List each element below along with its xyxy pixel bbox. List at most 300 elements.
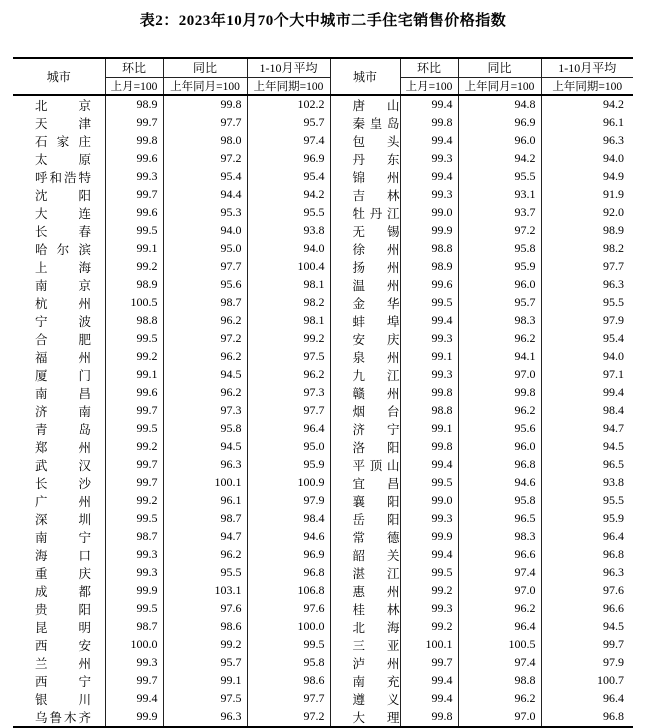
table-row bbox=[13, 240, 633, 258]
value-cell: 95.5 bbox=[163, 564, 247, 582]
table-row bbox=[13, 330, 633, 348]
city-cell bbox=[13, 402, 105, 420]
value-cell: 97.7 bbox=[247, 690, 330, 708]
city-name: 大 连 bbox=[35, 206, 91, 221]
table-row bbox=[13, 366, 633, 384]
value-cell: 97.4 bbox=[458, 564, 541, 582]
city-name: 唐 山 bbox=[352, 98, 400, 113]
city-cell bbox=[13, 348, 105, 366]
city-name: 丹 东 bbox=[352, 152, 400, 167]
city-cell bbox=[330, 618, 400, 636]
value-cell: 98.7 bbox=[105, 528, 163, 546]
table-row bbox=[13, 564, 633, 582]
city-cell bbox=[13, 384, 105, 402]
city-name: 惠 州 bbox=[352, 584, 400, 599]
value-cell: 99.3 bbox=[400, 330, 458, 348]
value-cell: 97.0 bbox=[458, 582, 541, 600]
table-row bbox=[13, 456, 633, 474]
table-body bbox=[13, 95, 633, 727]
value-cell: 99.7 bbox=[400, 654, 458, 672]
city-name: 洛 阳 bbox=[352, 440, 400, 455]
table-row bbox=[13, 708, 633, 727]
city-name: 厦 门 bbox=[35, 368, 91, 383]
value-cell: 93.8 bbox=[247, 222, 330, 240]
city-cell bbox=[13, 546, 105, 564]
city-name: 郑 州 bbox=[35, 440, 91, 455]
city-name: 南 昌 bbox=[35, 386, 91, 401]
city-cell bbox=[13, 204, 105, 222]
value-cell: 94.0 bbox=[163, 222, 247, 240]
value-cell: 95.7 bbox=[458, 294, 541, 312]
city-cell bbox=[13, 258, 105, 276]
city-cell bbox=[13, 600, 105, 618]
table-row bbox=[13, 438, 633, 456]
value-cell: 102.2 bbox=[247, 95, 330, 114]
city-name: 西 宁 bbox=[35, 674, 91, 689]
value-cell: 97.7 bbox=[163, 114, 247, 132]
city-cell bbox=[330, 95, 400, 114]
value-cell: 99.4 bbox=[400, 690, 458, 708]
price-index-table bbox=[13, 57, 633, 728]
value-cell: 97.7 bbox=[247, 402, 330, 420]
value-cell: 99.3 bbox=[105, 546, 163, 564]
value-cell: 98.9 bbox=[400, 258, 458, 276]
city-name: 赣 州 bbox=[352, 386, 400, 401]
header-avg-base-right: 上年同期=100 bbox=[541, 77, 633, 95]
city-cell bbox=[330, 474, 400, 492]
table-row bbox=[13, 528, 633, 546]
city-cell bbox=[330, 636, 400, 654]
city-cell bbox=[330, 366, 400, 384]
header-row-sub bbox=[13, 77, 633, 95]
city-name: 常 德 bbox=[352, 530, 400, 545]
table-row bbox=[13, 150, 633, 168]
city-cell bbox=[13, 150, 105, 168]
value-cell: 99.5 bbox=[105, 510, 163, 528]
city-name: 牡 丹 江 bbox=[352, 206, 400, 221]
city-name: 宁 波 bbox=[35, 314, 91, 329]
city-name: 秦 皇 岛 bbox=[352, 116, 400, 131]
city-name: 长 春 bbox=[35, 224, 91, 239]
value-cell: 99.4 bbox=[400, 168, 458, 186]
table-row bbox=[13, 384, 633, 402]
value-cell: 95.5 bbox=[603, 295, 624, 309]
value-cell: 97.9 bbox=[603, 655, 624, 669]
value-cell: 99.7 bbox=[105, 672, 163, 690]
value-cell: 97.9 bbox=[603, 313, 624, 327]
value-cell: 99.2 bbox=[400, 618, 458, 636]
value-cell: 99.8 bbox=[400, 114, 458, 132]
value-cell: 96.6 bbox=[603, 601, 624, 615]
value-cell: 99.4 bbox=[400, 456, 458, 474]
city-name: 海 口 bbox=[35, 548, 91, 563]
value-cell: 99.4 bbox=[400, 672, 458, 690]
value-cell: 92.0 bbox=[603, 205, 624, 219]
table-row bbox=[13, 168, 633, 186]
table-row bbox=[13, 546, 633, 564]
value-cell: 96.8 bbox=[603, 709, 624, 723]
value-cell: 99.8 bbox=[163, 95, 247, 114]
value-cell: 96.4 bbox=[247, 420, 330, 438]
city-name: 南 充 bbox=[352, 674, 400, 689]
value-cell: 99.6 bbox=[400, 276, 458, 294]
value-cell: 97.6 bbox=[247, 600, 330, 618]
value-cell: 97.5 bbox=[247, 348, 330, 366]
table-row bbox=[13, 95, 633, 114]
city-name: 遵 义 bbox=[352, 692, 400, 707]
value-cell: 98.7 bbox=[163, 294, 247, 312]
table-row bbox=[13, 132, 633, 150]
value-cell: 97.3 bbox=[247, 384, 330, 402]
value-cell: 96.8 bbox=[603, 547, 624, 561]
value-cell: 95.6 bbox=[163, 276, 247, 294]
value-cell: 96.2 bbox=[458, 690, 541, 708]
city-cell bbox=[330, 402, 400, 420]
value-cell: 99.0 bbox=[400, 204, 458, 222]
city-cell bbox=[330, 420, 400, 438]
city-name: 泸 州 bbox=[352, 656, 400, 671]
value-cell: 94.2 bbox=[603, 97, 624, 111]
value-cell: 99.3 bbox=[400, 366, 458, 384]
value-cell: 99.8 bbox=[105, 132, 163, 150]
value-cell: 93.7 bbox=[458, 204, 541, 222]
value-cell: 100.5 bbox=[458, 636, 541, 654]
value-cell: 96.1 bbox=[163, 492, 247, 510]
city-name: 包 头 bbox=[352, 134, 400, 149]
value-cell: 95.4 bbox=[163, 168, 247, 186]
value-cell: 99.3 bbox=[400, 186, 458, 204]
value-cell: 100.9 bbox=[247, 474, 330, 492]
value-cell: 95.8 bbox=[458, 240, 541, 258]
value-cell: 99.1 bbox=[105, 240, 163, 258]
table-row bbox=[13, 276, 633, 294]
value-cell: 99.2 bbox=[105, 438, 163, 456]
value-cell: 97.7 bbox=[163, 258, 247, 276]
table-row bbox=[13, 492, 633, 510]
city-cell bbox=[330, 582, 400, 600]
value-cell: 94.0 bbox=[603, 151, 624, 165]
city-name: 扬 州 bbox=[352, 260, 400, 275]
value-cell: 98.8 bbox=[458, 672, 541, 690]
value-cell: 96.3 bbox=[603, 133, 624, 147]
table-row bbox=[13, 600, 633, 618]
city-cell bbox=[13, 528, 105, 546]
value-cell: 98.0 bbox=[163, 132, 247, 150]
value-cell: 96.1 bbox=[603, 115, 624, 129]
value-cell: 99.8 bbox=[400, 384, 458, 402]
city-cell bbox=[330, 528, 400, 546]
city-name: 兰 州 bbox=[35, 656, 91, 671]
value-cell: 99.9 bbox=[400, 528, 458, 546]
city-cell bbox=[330, 564, 400, 582]
value-cell: 98.6 bbox=[163, 618, 247, 636]
city-name: 北 海 bbox=[352, 620, 400, 635]
value-cell: 99.7 bbox=[105, 186, 163, 204]
value-cell: 98.6 bbox=[247, 672, 330, 690]
value-cell: 96.0 bbox=[458, 276, 541, 294]
city-name: 韶 关 bbox=[352, 548, 400, 563]
city-name: 桂 林 bbox=[352, 602, 400, 617]
value-cell: 99.5 bbox=[105, 600, 163, 618]
value-cell: 95.5 bbox=[458, 168, 541, 186]
city-cell bbox=[330, 330, 400, 348]
table-row bbox=[13, 312, 633, 330]
table-row bbox=[13, 654, 633, 672]
value-cell: 99.4 bbox=[400, 95, 458, 114]
value-cell: 95.4 bbox=[603, 331, 624, 345]
city-name: 泉 州 bbox=[352, 350, 400, 365]
value-cell: 99.3 bbox=[105, 168, 163, 186]
city-name: 成 都 bbox=[35, 584, 91, 599]
city-cell bbox=[330, 348, 400, 366]
value-cell: 99.5 bbox=[105, 222, 163, 240]
city-cell bbox=[13, 708, 105, 727]
value-cell: 96.8 bbox=[247, 564, 330, 582]
value-cell: 96.3 bbox=[163, 708, 247, 727]
table-row bbox=[13, 294, 633, 312]
value-cell: 94.6 bbox=[458, 474, 541, 492]
value-cell: 98.2 bbox=[247, 294, 330, 312]
city-name: 锦 州 bbox=[352, 170, 400, 185]
value-cell: 98.8 bbox=[400, 240, 458, 258]
city-cell bbox=[330, 150, 400, 168]
header-yoy-left: 同比 bbox=[163, 58, 247, 77]
value-cell: 100.0 bbox=[247, 618, 330, 636]
value-cell: 99.5 bbox=[400, 564, 458, 582]
value-cell: 94.5 bbox=[603, 619, 624, 633]
value-cell: 99.2 bbox=[105, 258, 163, 276]
value-cell: 95.8 bbox=[458, 492, 541, 510]
value-cell: 96.5 bbox=[603, 457, 624, 471]
city-cell bbox=[330, 690, 400, 708]
table-row bbox=[13, 222, 633, 240]
table-header bbox=[13, 58, 633, 95]
city-name: 蚌 埠 bbox=[352, 314, 400, 329]
value-cell: 99.6 bbox=[105, 150, 163, 168]
value-cell: 100.0 bbox=[105, 636, 163, 654]
value-cell: 94.7 bbox=[603, 421, 624, 435]
city-cell bbox=[330, 672, 400, 690]
city-name: 徐 州 bbox=[352, 242, 400, 257]
city-cell bbox=[13, 366, 105, 384]
city-cell bbox=[13, 186, 105, 204]
city-cell bbox=[13, 474, 105, 492]
value-cell: 97.2 bbox=[163, 330, 247, 348]
city-cell bbox=[330, 438, 400, 456]
city-cell bbox=[330, 276, 400, 294]
value-cell: 96.2 bbox=[458, 600, 541, 618]
value-cell: 99.2 bbox=[247, 330, 330, 348]
city-cell bbox=[13, 492, 105, 510]
value-cell: 96.3 bbox=[603, 277, 624, 291]
value-cell: 99.5 bbox=[400, 294, 458, 312]
city-name: 南 京 bbox=[35, 278, 91, 293]
city-cell bbox=[13, 564, 105, 582]
value-cell: 94.9 bbox=[603, 169, 624, 183]
city-cell bbox=[13, 312, 105, 330]
value-cell: 97.4 bbox=[458, 654, 541, 672]
value-cell: 97.1 bbox=[603, 367, 624, 381]
value-cell: 99.0 bbox=[400, 492, 458, 510]
value-cell: 97.0 bbox=[458, 708, 541, 727]
value-cell: 96.9 bbox=[458, 114, 541, 132]
city-name: 南 宁 bbox=[35, 530, 91, 545]
header-row-main bbox=[13, 58, 633, 77]
value-cell: 99.2 bbox=[105, 348, 163, 366]
city-cell bbox=[330, 492, 400, 510]
value-cell: 99.1 bbox=[400, 420, 458, 438]
city-cell bbox=[330, 510, 400, 528]
city-name: 乌 鲁 木 齐 bbox=[35, 710, 91, 725]
city-cell bbox=[13, 438, 105, 456]
city-name: 岳 阳 bbox=[352, 512, 400, 527]
city-name: 九 江 bbox=[352, 368, 400, 383]
city-cell bbox=[330, 114, 400, 132]
value-cell: 99.3 bbox=[400, 600, 458, 618]
value-cell: 99.4 bbox=[603, 385, 624, 399]
city-cell bbox=[13, 330, 105, 348]
city-name: 襄 阳 bbox=[352, 494, 400, 509]
table-row bbox=[13, 582, 633, 600]
table-row bbox=[13, 114, 633, 132]
value-cell: 98.1 bbox=[247, 312, 330, 330]
value-cell: 98.8 bbox=[400, 402, 458, 420]
city-cell bbox=[13, 690, 105, 708]
value-cell: 95.0 bbox=[163, 240, 247, 258]
value-cell: 98.7 bbox=[163, 510, 247, 528]
city-name: 沈 阳 bbox=[35, 188, 91, 203]
value-cell: 97.9 bbox=[247, 492, 330, 510]
value-cell: 91.9 bbox=[603, 187, 624, 201]
value-cell: 94.5 bbox=[163, 366, 247, 384]
city-cell bbox=[13, 294, 105, 312]
city-name: 呼 和 浩 特 bbox=[35, 170, 91, 185]
value-cell: 99.7 bbox=[105, 114, 163, 132]
value-cell: 97.6 bbox=[163, 600, 247, 618]
city-cell bbox=[13, 240, 105, 258]
value-cell: 100.5 bbox=[105, 294, 163, 312]
value-cell: 99.8 bbox=[400, 438, 458, 456]
value-cell: 94.8 bbox=[458, 95, 541, 114]
city-name: 长 沙 bbox=[35, 476, 91, 491]
city-cell bbox=[13, 654, 105, 672]
value-cell: 93.8 bbox=[603, 475, 624, 489]
city-name: 贵 阳 bbox=[35, 602, 91, 617]
value-cell: 96.2 bbox=[458, 402, 541, 420]
table-row bbox=[13, 258, 633, 276]
header-mom-left: 环比 bbox=[105, 58, 163, 77]
table-row bbox=[13, 618, 633, 636]
value-cell: 96.2 bbox=[163, 348, 247, 366]
city-name: 天 津 bbox=[35, 116, 91, 131]
value-cell: 96.6 bbox=[458, 546, 541, 564]
value-cell: 98.3 bbox=[458, 528, 541, 546]
table-row bbox=[13, 420, 633, 438]
city-name: 石 家 庄 bbox=[35, 134, 91, 149]
value-cell: 100.1 bbox=[400, 636, 458, 654]
value-cell: 96.2 bbox=[163, 546, 247, 564]
table-row bbox=[13, 402, 633, 420]
header-city-left: 城市 bbox=[13, 58, 105, 95]
city-cell bbox=[330, 240, 400, 258]
header-mom-base-right: 上月=100 bbox=[400, 77, 458, 95]
city-name: 福 州 bbox=[35, 350, 91, 365]
value-cell: 99.6 bbox=[105, 384, 163, 402]
value-cell: 96.3 bbox=[163, 456, 247, 474]
table-row bbox=[13, 186, 633, 204]
value-cell: 96.9 bbox=[247, 150, 330, 168]
value-cell: 99.9 bbox=[105, 582, 163, 600]
city-cell bbox=[330, 186, 400, 204]
city-name: 金 华 bbox=[352, 296, 400, 311]
city-name: 昆 明 bbox=[35, 620, 91, 635]
city-cell bbox=[13, 456, 105, 474]
city-cell bbox=[13, 222, 105, 240]
value-cell: 96.4 bbox=[458, 618, 541, 636]
value-cell: 95.8 bbox=[163, 420, 247, 438]
value-cell: 96.5 bbox=[458, 510, 541, 528]
value-cell: 95.8 bbox=[247, 654, 330, 672]
value-cell: 95.3 bbox=[163, 204, 247, 222]
value-cell: 95.6 bbox=[458, 420, 541, 438]
city-name: 重 庆 bbox=[35, 566, 91, 581]
value-cell: 96.0 bbox=[458, 438, 541, 456]
value-cell: 96.2 bbox=[163, 384, 247, 402]
value-cell: 96.9 bbox=[247, 546, 330, 564]
value-cell: 94.5 bbox=[603, 439, 624, 453]
city-cell bbox=[13, 168, 105, 186]
value-cell: 97.5 bbox=[163, 690, 247, 708]
value-cell: 103.1 bbox=[163, 582, 247, 600]
city-name: 济 南 bbox=[35, 404, 91, 419]
value-cell: 94.5 bbox=[163, 438, 247, 456]
value-cell: 99.2 bbox=[105, 492, 163, 510]
value-cell: 99.4 bbox=[400, 546, 458, 564]
value-cell: 99.5 bbox=[247, 636, 330, 654]
city-name: 湛 江 bbox=[352, 566, 400, 581]
city-cell bbox=[330, 222, 400, 240]
value-cell: 98.9 bbox=[603, 223, 624, 237]
value-cell: 95.7 bbox=[247, 114, 330, 132]
city-name: 深 圳 bbox=[35, 512, 91, 527]
city-name: 三 亚 bbox=[352, 638, 400, 653]
city-cell bbox=[330, 294, 400, 312]
city-cell bbox=[13, 420, 105, 438]
value-cell: 99.3 bbox=[105, 654, 163, 672]
value-cell: 94.0 bbox=[603, 349, 624, 363]
value-cell: 97.7 bbox=[603, 259, 624, 273]
value-cell: 97.6 bbox=[603, 583, 624, 597]
city-name: 温 州 bbox=[352, 278, 400, 293]
value-cell: 95.5 bbox=[603, 493, 624, 507]
value-cell: 99.7 bbox=[105, 474, 163, 492]
header-mom-right: 环比 bbox=[400, 58, 458, 77]
header-yoy-right: 同比 bbox=[458, 58, 541, 77]
value-cell: 99.4 bbox=[400, 132, 458, 150]
value-cell: 99.6 bbox=[105, 204, 163, 222]
value-cell: 97.4 bbox=[247, 132, 330, 150]
header-mom-base-left: 上月=100 bbox=[105, 77, 163, 95]
value-cell: 99.7 bbox=[603, 637, 624, 651]
value-cell: 99.2 bbox=[163, 636, 247, 654]
value-cell: 93.1 bbox=[458, 186, 541, 204]
city-name: 烟 台 bbox=[352, 404, 400, 419]
city-cell bbox=[13, 95, 105, 114]
city-cell bbox=[13, 582, 105, 600]
value-cell: 97.2 bbox=[247, 708, 330, 727]
value-cell: 96.2 bbox=[163, 312, 247, 330]
city-name: 安 庆 bbox=[352, 332, 400, 347]
